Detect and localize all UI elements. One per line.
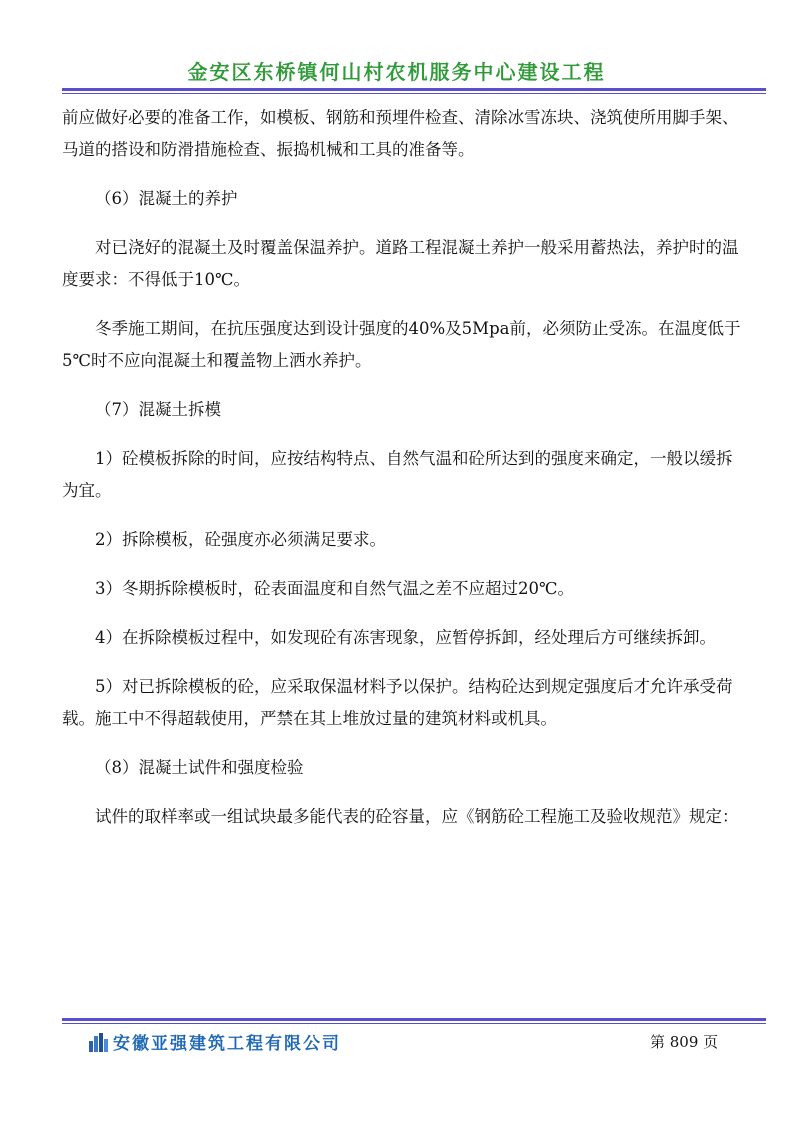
header-rule-thin [62,93,766,94]
list-item: 2）拆除模板，砼强度亦必须满足要求。 [95,530,386,549]
paragraph: 冬季施工期间，在抗压强度达到设计强度的40%及5Mpa前，必须防止受冻。在温度低于5℃时不应向混凝土和覆盖物上洒水养护。 [62,319,741,370]
list-item: 5）对已拆除模板的砼，应采取保温材料予以保护。结构砼达到规定强度后才允许承受荷载。施工中不得超载使用，严禁在其上堆放过量的建筑材料或机具。 [62,677,733,728]
document-body [62,102,742,850]
section-heading-curing: （6）混凝土的养护 [95,189,238,208]
company-block [88,1029,341,1054]
company-name: 安徽亚强建筑工程有限公司 [113,1034,341,1054]
paragraph: 对已浇好的混凝土及时覆盖保温养护。道路工程混凝土养护一般采用蓄热法，养护时的温度要求：不得低于10℃。 [62,238,739,289]
header-rule-thick [62,88,766,91]
list-item: 1）砼模板拆除的时间，应按结构特点、自然气温和砼所达到的强度来确定，一般以缓拆为宜。 [62,449,733,500]
list-item: 4）在拆除模板过程中，如发现砼有冻害现象，应暂停拆卸，经处理后方可继续拆卸。 [95,628,716,647]
section-heading-test-specimens: （8）混凝土试件和强度检验 [95,758,304,777]
footer-rule-thin [62,1023,766,1024]
footer-rule-thick [62,1018,766,1021]
page-number: 第 809 页 [650,1033,719,1051]
document-title: 金安区东桥镇何山村农机服务中心建设工程 [187,60,606,84]
paragraph: 试件的取样率或一组试块最多能代表的砼容量，应《钢筋砼工程施工及验收规范》规定： [95,807,739,826]
section-heading-formwork-removal: （7）混凝土拆模 [95,400,221,419]
building-logo-icon [88,1032,110,1052]
paragraph-continuation: 前应做好必要的准备工作，如模板、钢筋和预埋件检查、清除冰雪冻块、浇筑使所用脚手架、马道的搭设和防滑措施检查、振捣机械和工具的准备等。 [62,108,739,159]
list-item: 3）冬期拆除模板时，砼表面温度和自然气温之差不应超过20℃。 [95,579,574,598]
